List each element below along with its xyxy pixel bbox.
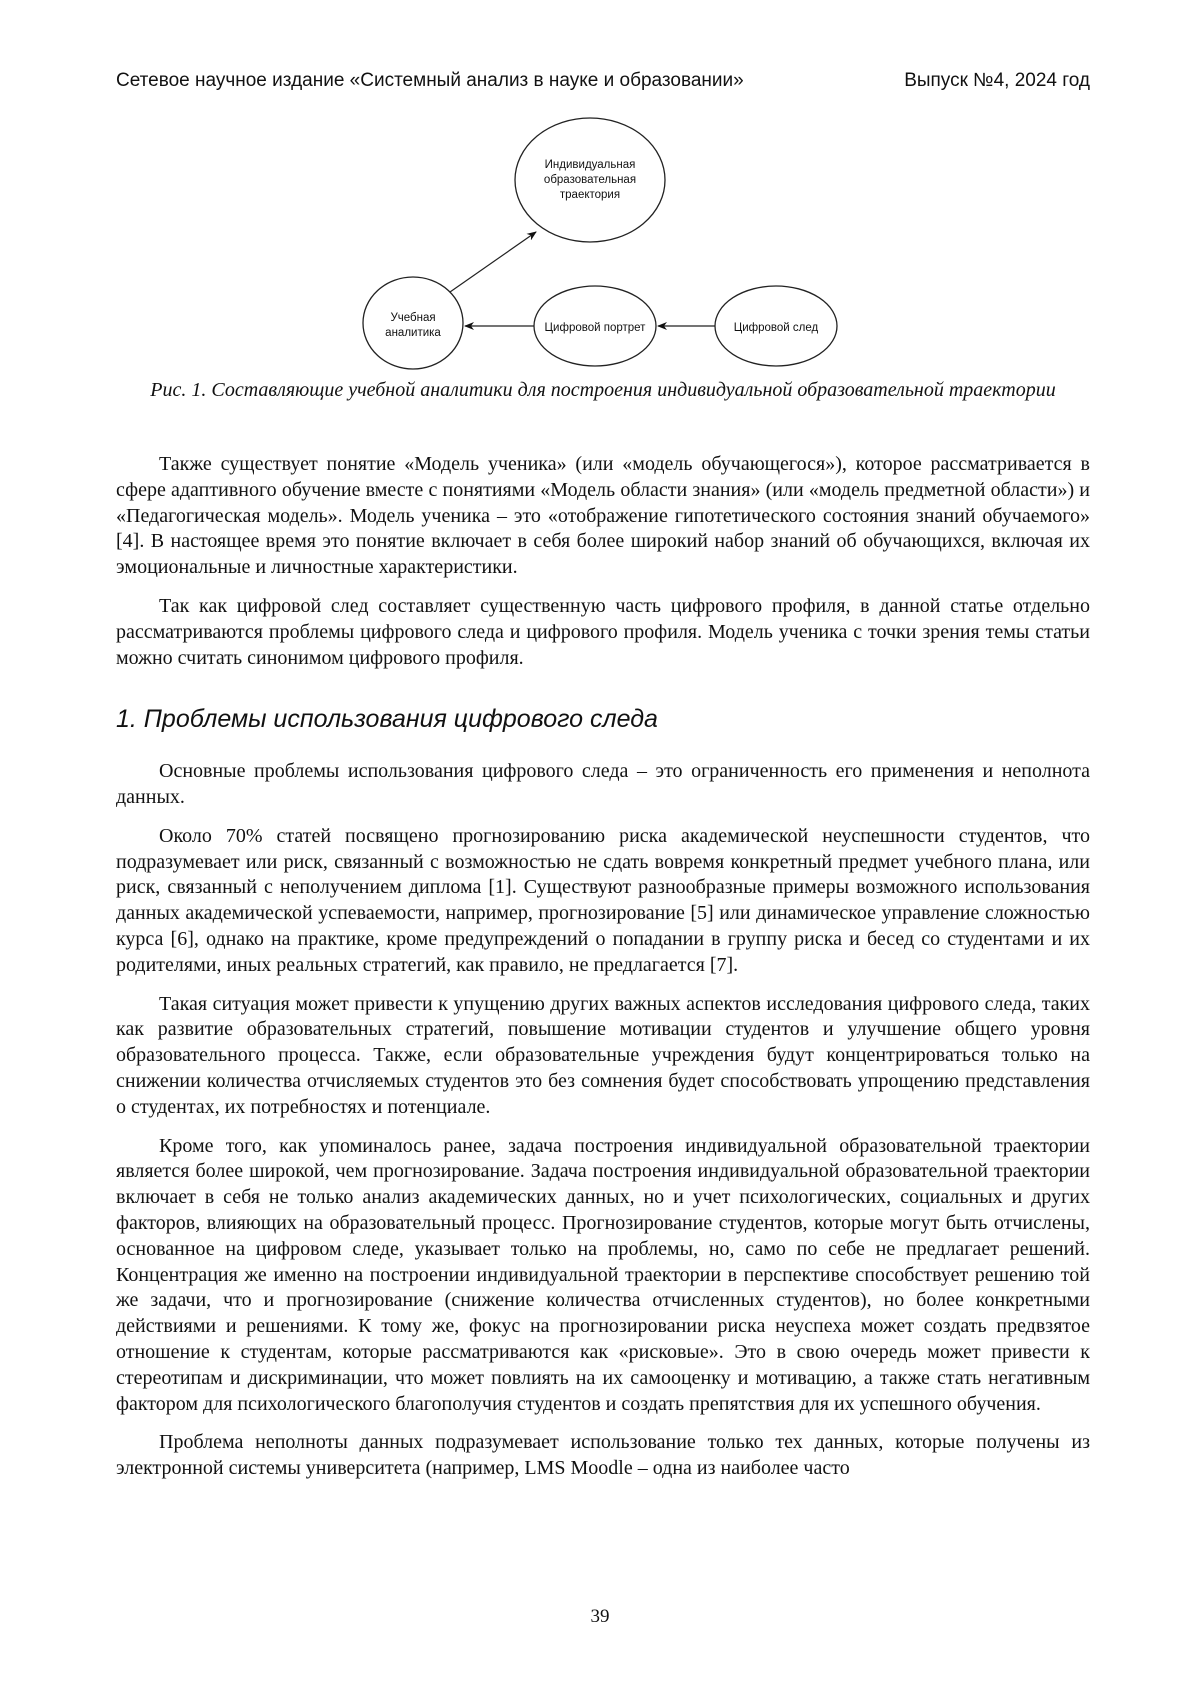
node-portrait: [534, 286, 656, 366]
paragraph: Около 70% статей посвящено прогнозированию риска академической неуспешности студентов, что подразумевает или риск, связанный с возможностью не сдать вовремя конкретный предмет учебного плана, или риск, связанный с неполучением диплома [1]. Существуют разнообразные примеры возможного использования данных академической успеваемости, например, прогнозирование [5] или динамическое управление сложностью курса [6], однако на практике, кроме предупреждений о попадании в группу риска и бесед со студентами и их родителями, иных реальных стратегий, как правило, не предлагается [7].: [116, 824, 1090, 976]
running-header: [116, 70, 1090, 92]
section-heading: 1. Проблемы использования цифрового следа: [116, 705, 658, 734]
figure-diagram: [340, 110, 860, 380]
node-trajectory-line-2: образовательная: [543, 174, 637, 186]
figure-caption: Рис. 1. Составляющие учебной аналитики для построения индивидуальной образовательной траектории: [150, 379, 1056, 401]
edge-analytics-to-trajectory: [450, 232, 536, 292]
node-trace: [715, 286, 837, 366]
paragraph: Основные проблемы использования цифрового следа – это ограниченность его применения и неполнота данных.: [116, 760, 1090, 808]
node-analytics-line-2: аналитика: [385, 327, 441, 339]
page-number: 39: [590, 1606, 610, 1627]
paragraph: Также существует понятие «Модель ученика» (или «модель обучающегося»), которое рассматривается в сфере адаптивного обучение вместе с понятиями «Модель области знания» (или «модель предметной области») и «Педагогическая модель». Модель ученика – это «отображение гипотетического состояния знаний обучаемого» [4]. В настоящее время это понятие включает в себя более широкий набор знаний об обучающихся, включая их эмоциональные и личностные характеристики.: [116, 453, 1090, 579]
node-analytics-line-1: Учебная: [390, 312, 436, 324]
paragraph: Так как цифровой след составляет существенную часть цифрового профиля, в данной статье отдельно рассматриваются проблемы цифрового следа и цифрового профиля. Модель ученика с точки зрения темы статьи можно считать синонимом цифрового профиля.: [116, 594, 1090, 669]
paragraph: Такая ситуация может привести к упущению других важных аспектов исследования цифрового следа, таких как развитие образовательных стратегий, повышение мотивации студентов и улучшение общего уровня образовательного процесса. Также, если образовательные учреждения будут концентрироваться только на снижении количества отчисляемых студентов это без сомнения будет способствовать упрощению представления о студентах, их потребностях и потенциале.: [116, 992, 1090, 1118]
article-body: [116, 452, 1090, 1495]
node-trajectory-line-1: Индивидуальная: [544, 159, 636, 171]
paragraph: Проблема неполноты данных подразумевает использование только тех данных, которые получены из электронной системы университета (например, LMS Moodle – одна из наиболее часто: [116, 1431, 1090, 1480]
paragraph: Кроме того, как упоминалось ранее, задача построения индивидуальной образовательной траектории является более широкой, чем прогнозирование. Задача построения индивидуальной образовательной траектории включает в себя не только анализ академических данных, но и учет психологических, социальных и других факторов, влияющих на образовательный процесс. Прогнозирование студентов, которые могут быть отчислены, основанное на цифровом следе, указывает только на проблемы, но, само по себе не предлагает решений. Концентрация же именно на построении индивидуальной траектории в перспективе способствует решению той же задачи, что и прогнозирование (снижение количества отчисленных студентов), но более конкретными действиями и решениями. К тому же, фокус на прогнозировании риска неуспеха может создать предвзятое отношение к студентам, которые рассматриваются как «рисковые». Это в свою очередь может привести к стереотипам и дискриминации, что может повлиять на их самооценку и мотивацию, а также стать негативным фактором для психологического благополучия студентов и создать препятствия для их успешного обучения.: [116, 1134, 1090, 1415]
node-trace-label: Цифровой след: [733, 322, 819, 334]
node-trajectory: [515, 118, 665, 242]
node-analytics: [363, 277, 463, 369]
journal-title: Сетевое научное издание «Системный анализ в науке и образовании»: [116, 70, 744, 91]
node-portrait-label: Цифровой портрет: [544, 322, 646, 334]
issue-label: Выпуск №4, 2024 год: [904, 70, 1090, 91]
node-trajectory-line-3: траектория: [559, 189, 621, 201]
diagram-svg: [340, 110, 860, 380]
